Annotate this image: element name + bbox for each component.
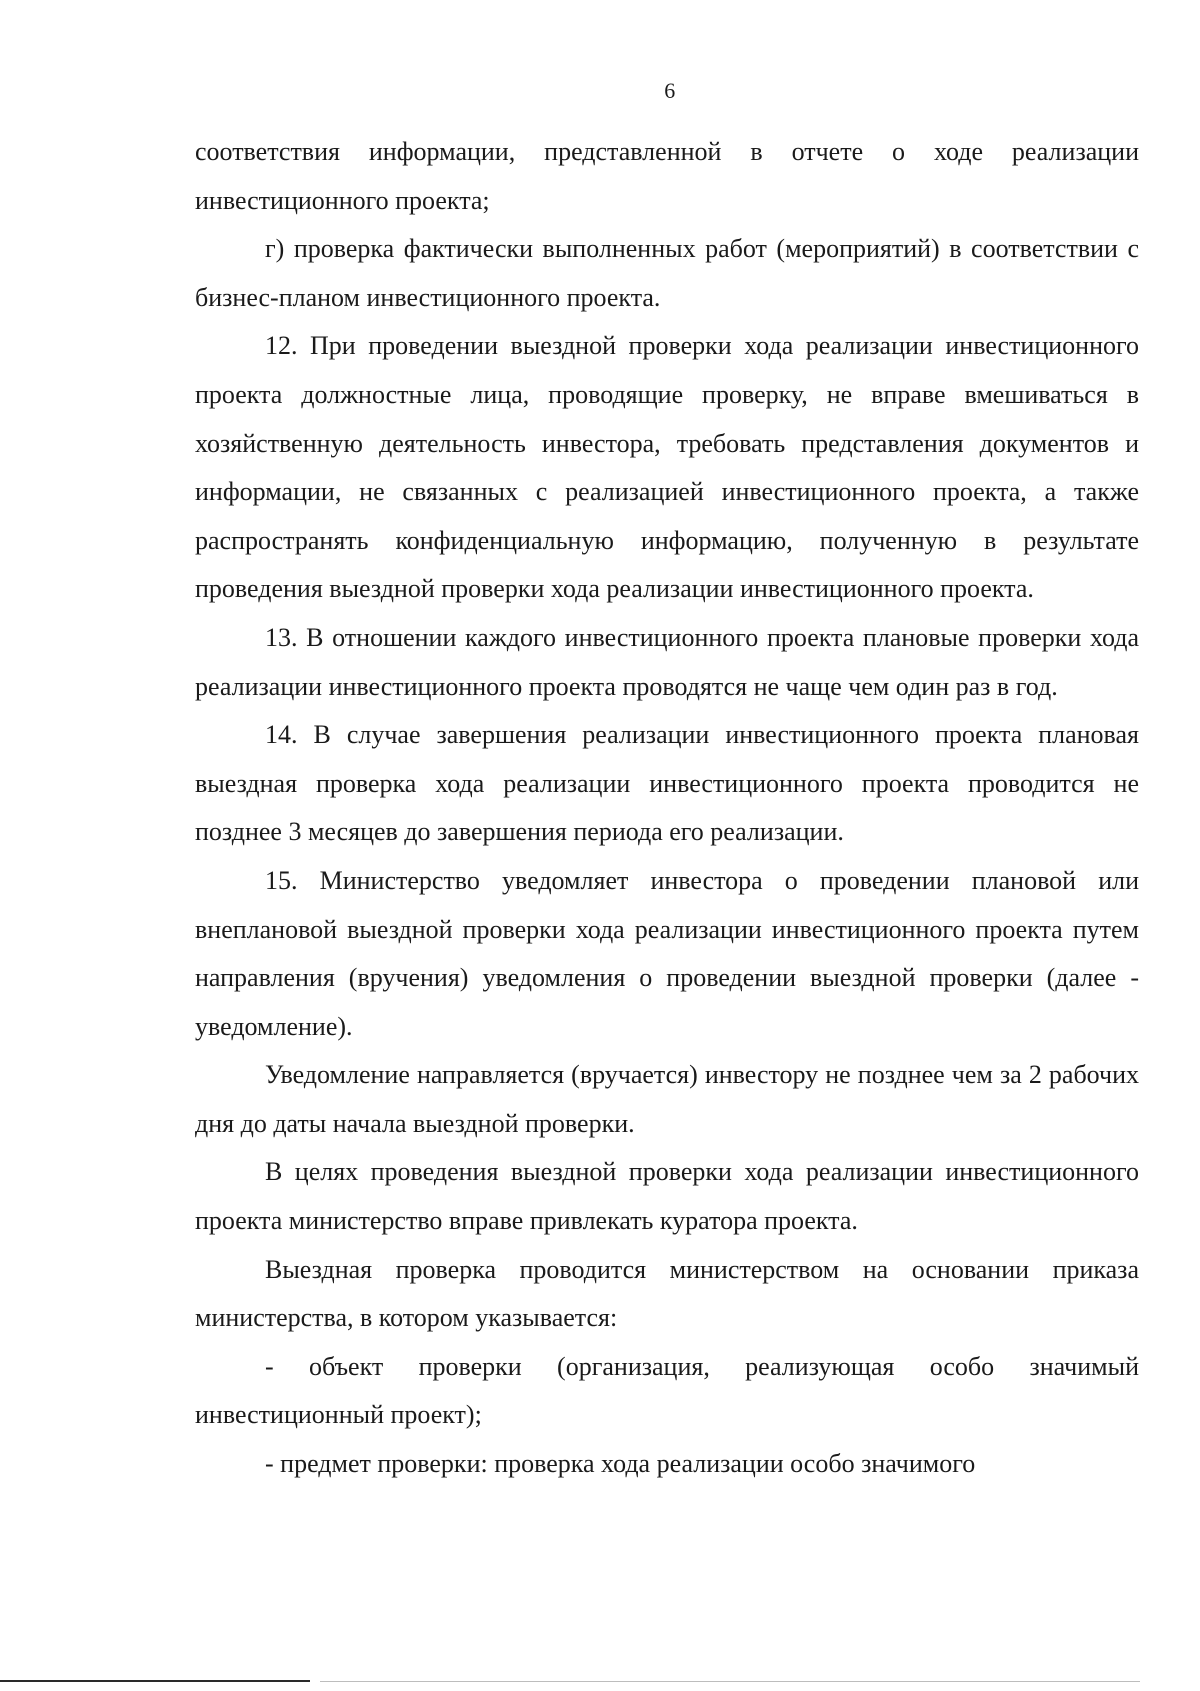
paragraph-notification: Уведомление направляется (вручается) инвестору не позднее чем за 2 рабочих дня до даты начала выездной проверки. — [195, 1060, 1139, 1138]
list-item-object: - объект проверки (организация, реализующая особо значимый инвестиционный проект); — [195, 1351, 1139, 1430]
footer-divider-faint — [320, 1681, 1140, 1682]
document-body — [195, 128, 1139, 1489]
page-number: 6 — [664, 78, 676, 103]
footer-divider — [0, 1680, 310, 1682]
paragraph-12: 12. При проведении выездной проверки хода реализации инвестиционного проекта должностные лица, проводящие проверку, не вправе вмешиваться в хозяйственную деятельность инвестора, требовать представления документов и информации, не связанных с реализацией инвестиционного проекта, а также распространять конфиденциальную информацию, полученную в результате проведения выездной проверки хода реализации инвестиционного проекта. — [195, 331, 1139, 604]
paragraph-curator: В целях проведения выездной проверки хода реализации инвестиционного проекта министерство вправе привлекать куратора проекта. — [195, 1157, 1139, 1236]
paragraph-item-g: г) проверка фактически выполненных работ (мероприятий) в соответствии с бизнес-планом инвестиционного проекта. — [195, 234, 1139, 312]
list-item-subject: - предмет проверки: проверка хода реализации особо значимого — [265, 1449, 976, 1479]
paragraph-13: 13. В отношении каждого инвестиционного проекта плановые проверки хода реализации инвестиционного проекта проводятся не чаще чем один раз в год. — [195, 622, 1139, 701]
paragraph-continuation: соответствия информации, представленной в отчете о ходе реализации инвестиционного проекта; — [195, 137, 1139, 215]
paragraph-15: 15. Министерство уведомляет инвестора о проведении плановой или внеплановой выездной проверки хода реализации инвестиционного проекта путем направления (вручения) уведомления о проведении выездной проверки (далее - уведомление). — [195, 865, 1139, 1041]
paragraph-order: Выездная проверка проводится министерством на основании приказа министерства, в котором указывается: — [195, 1254, 1139, 1333]
paragraph-14: 14. В случае завершения реализации инвестиционного проекта плановая выездная проверка хода реализации инвестиционного проекта проводится не позднее 3 месяцев до завершения периода его реализации. — [195, 720, 1139, 847]
